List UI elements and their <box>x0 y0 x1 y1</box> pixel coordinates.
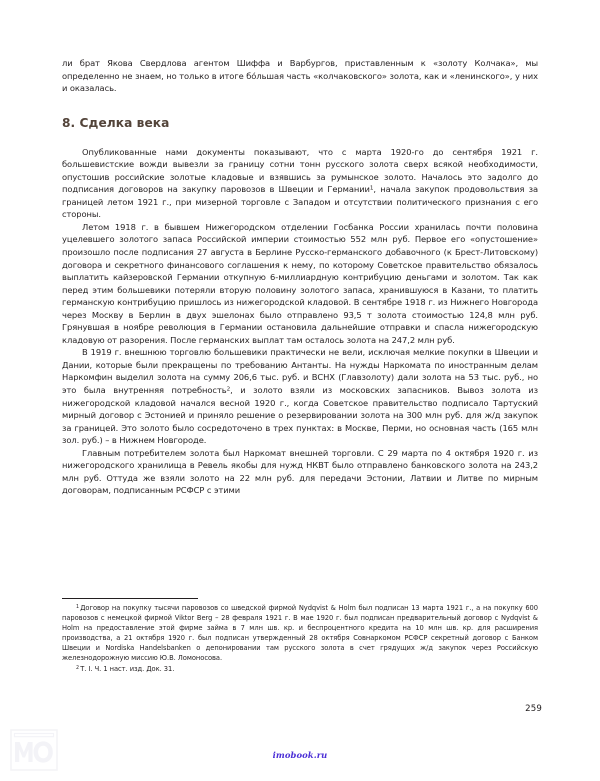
footnote-2 <box>62 664 538 674</box>
paragraph-1919 <box>62 346 538 446</box>
footnote-reference-2[interactable]: 2 <box>226 386 231 393</box>
spacer-above-heading <box>62 95 538 116</box>
paragraph-text-lead: Опубликованные нами документы показывают, что с марта 1920-го до сентября 1921 г. большевистские вожди вывезли за границу сотни тонн русского золота сверх всякой необходимости, опустошив российские золотые кладовые и взявшись за румынское золото. Началось это задолго до подписания договоров на закупку паровозов в Швеции и Германии <box>62 146 538 195</box>
footnote-marker-2: 2 <box>76 665 80 671</box>
paragraph-text-lead: В 1919 г. внешнюю торговлю большевики практически не вели, исключая мелкие покупки в Швеции и Дании, которые были прекращены по требованию Антанты. На нужды Наркомата по иностранным делам Наркомфин выделил золота на сумму 206,6 тыс. руб. и ВСНХ (Главзолоту) дали золота на 53 тыс. руб., но это была внутренняя потребность <box>62 347 538 396</box>
paragraph-glavnym <box>62 447 538 497</box>
page-number: 259 <box>525 704 542 714</box>
continued-paragraph: ли брат Якова Свердлова агентом Шиффа и Варбургов, приставленным к «золоту Колчака», мы определенно не знаем, но только в итоге бо́льшая часть «колчаковского» золота, как и «ленинского», у них и оказалась. <box>62 58 538 94</box>
footnote-separator-rule <box>62 598 198 599</box>
paragraph-text-tail: , и золото взяли из московских запасников. Вывоз золота из нижегородской кладовой начался весной 1920 г., когда Советское правительство подписало Тартуский мирный договор с Эстонией и приняло решение о резервировании золота на 300 млн руб. для ж/д закупок за границей. Это золото было сосредоточено в трех пунктах: в Москве, Перми, но основная часть (165 млн зол. руб.) – в Нижнем Новгороде. <box>62 385 538 446</box>
footnotes-section <box>62 598 538 674</box>
section-heading: 8. Сделка века <box>62 115 170 130</box>
spacer-below-heading <box>62 130 538 146</box>
footnote-reference-1[interactable]: 1 <box>369 185 374 192</box>
site-watermark-text: imobook.ru <box>272 750 328 760</box>
footnote-text: Т. I. Ч. 1 наст. изд. Док. 31. <box>80 664 175 673</box>
paragraph-letom-1918 <box>62 221 538 346</box>
footnote-1 <box>62 603 538 664</box>
footnote-text: Договор на покупку тысячи паровозов со шведской фирмой Nydqvist & Holm был подписан 13 марта 1921 г., а на покупку 600 паровозов с немецкой фирмой Viktor Berg – 28 февраля 1921 г. В мае 1920 г. был подписан предварительный договор с Nydqvist & Holm на предоставление этой фирме займа в 7 млн шв. кр. и беспроцентного кредита на 10 млн шв. кр. для расширения производства, а 21 октября 1920 г. был подписан утвержденный 28 октября Совнаркомом РСФСР секретный договор с Банком Швеции и Nordiska Handelsbanken о депонировании там русского золота в счет грядущих ж/д закупок через Российскую железнодорожную миссию Ю.В. Ломоносова. <box>62 604 538 663</box>
paragraph-text-tail: , начала закупок продовольствия за границей летом 1921 г., при мизерной торговле с Западом и отсутствии политического признания с его стороны. <box>62 184 538 220</box>
publisher-watermark-logo <box>10 729 58 773</box>
paragraph-opublikovannye <box>62 146 538 221</box>
page-content <box>62 57 538 497</box>
paragraph-text-lead: Главным потребителем золота был Наркомат внешней торговли. С 29 марта по 4 октября 1920 г. из нижегородского хранилища в Ревель якобы для нужд НКВТ было отправлено банковского золота на 243,2 млн руб. Оттуда же взяли золото на 22 млн руб. для передачи Эстонии, Латвии и Литве по мирным договорам, подписанным РСФСР с этими <box>62 447 538 496</box>
footnote-marker-1: 1 <box>76 604 80 610</box>
paragraph-text-lead: Летом 1918 г. в бывшем Нижегородском отделении Госбанка России хранилась почти половина уцелевшего золотого запаса Российской империи стоимостью 552 млн руб. Первое его «опустошение» произошло после подписания 27 августа в Берлине Русско-германского добавочного (к Брест-Литовскому) договора и секретного финансового соглашения к нему, по которому Советское правительство обязалось выплатить кайзеровской Германии откупную 6-миллиардную контрибуцию деньгами и золотом. Так как перед этим большевики потеряли вторую половину золотого запаса, хранившуюся в Казани, то платить германскую контрибуцию пришлось из нижегородской кладовой. В сентябре 1918 г. из Нижнего Новгорода через Москву в Берлин в двух эшелонах было отправлено 93,5 т золота стоимостью 124,8 млн руб. Грянувшая в ноябре революция в Германии остановила дальнейшие отправки и спасла нижегородскую кладовую от разорения. После германских выплат там осталось золота на 247,2 млн руб. <box>62 221 538 345</box>
